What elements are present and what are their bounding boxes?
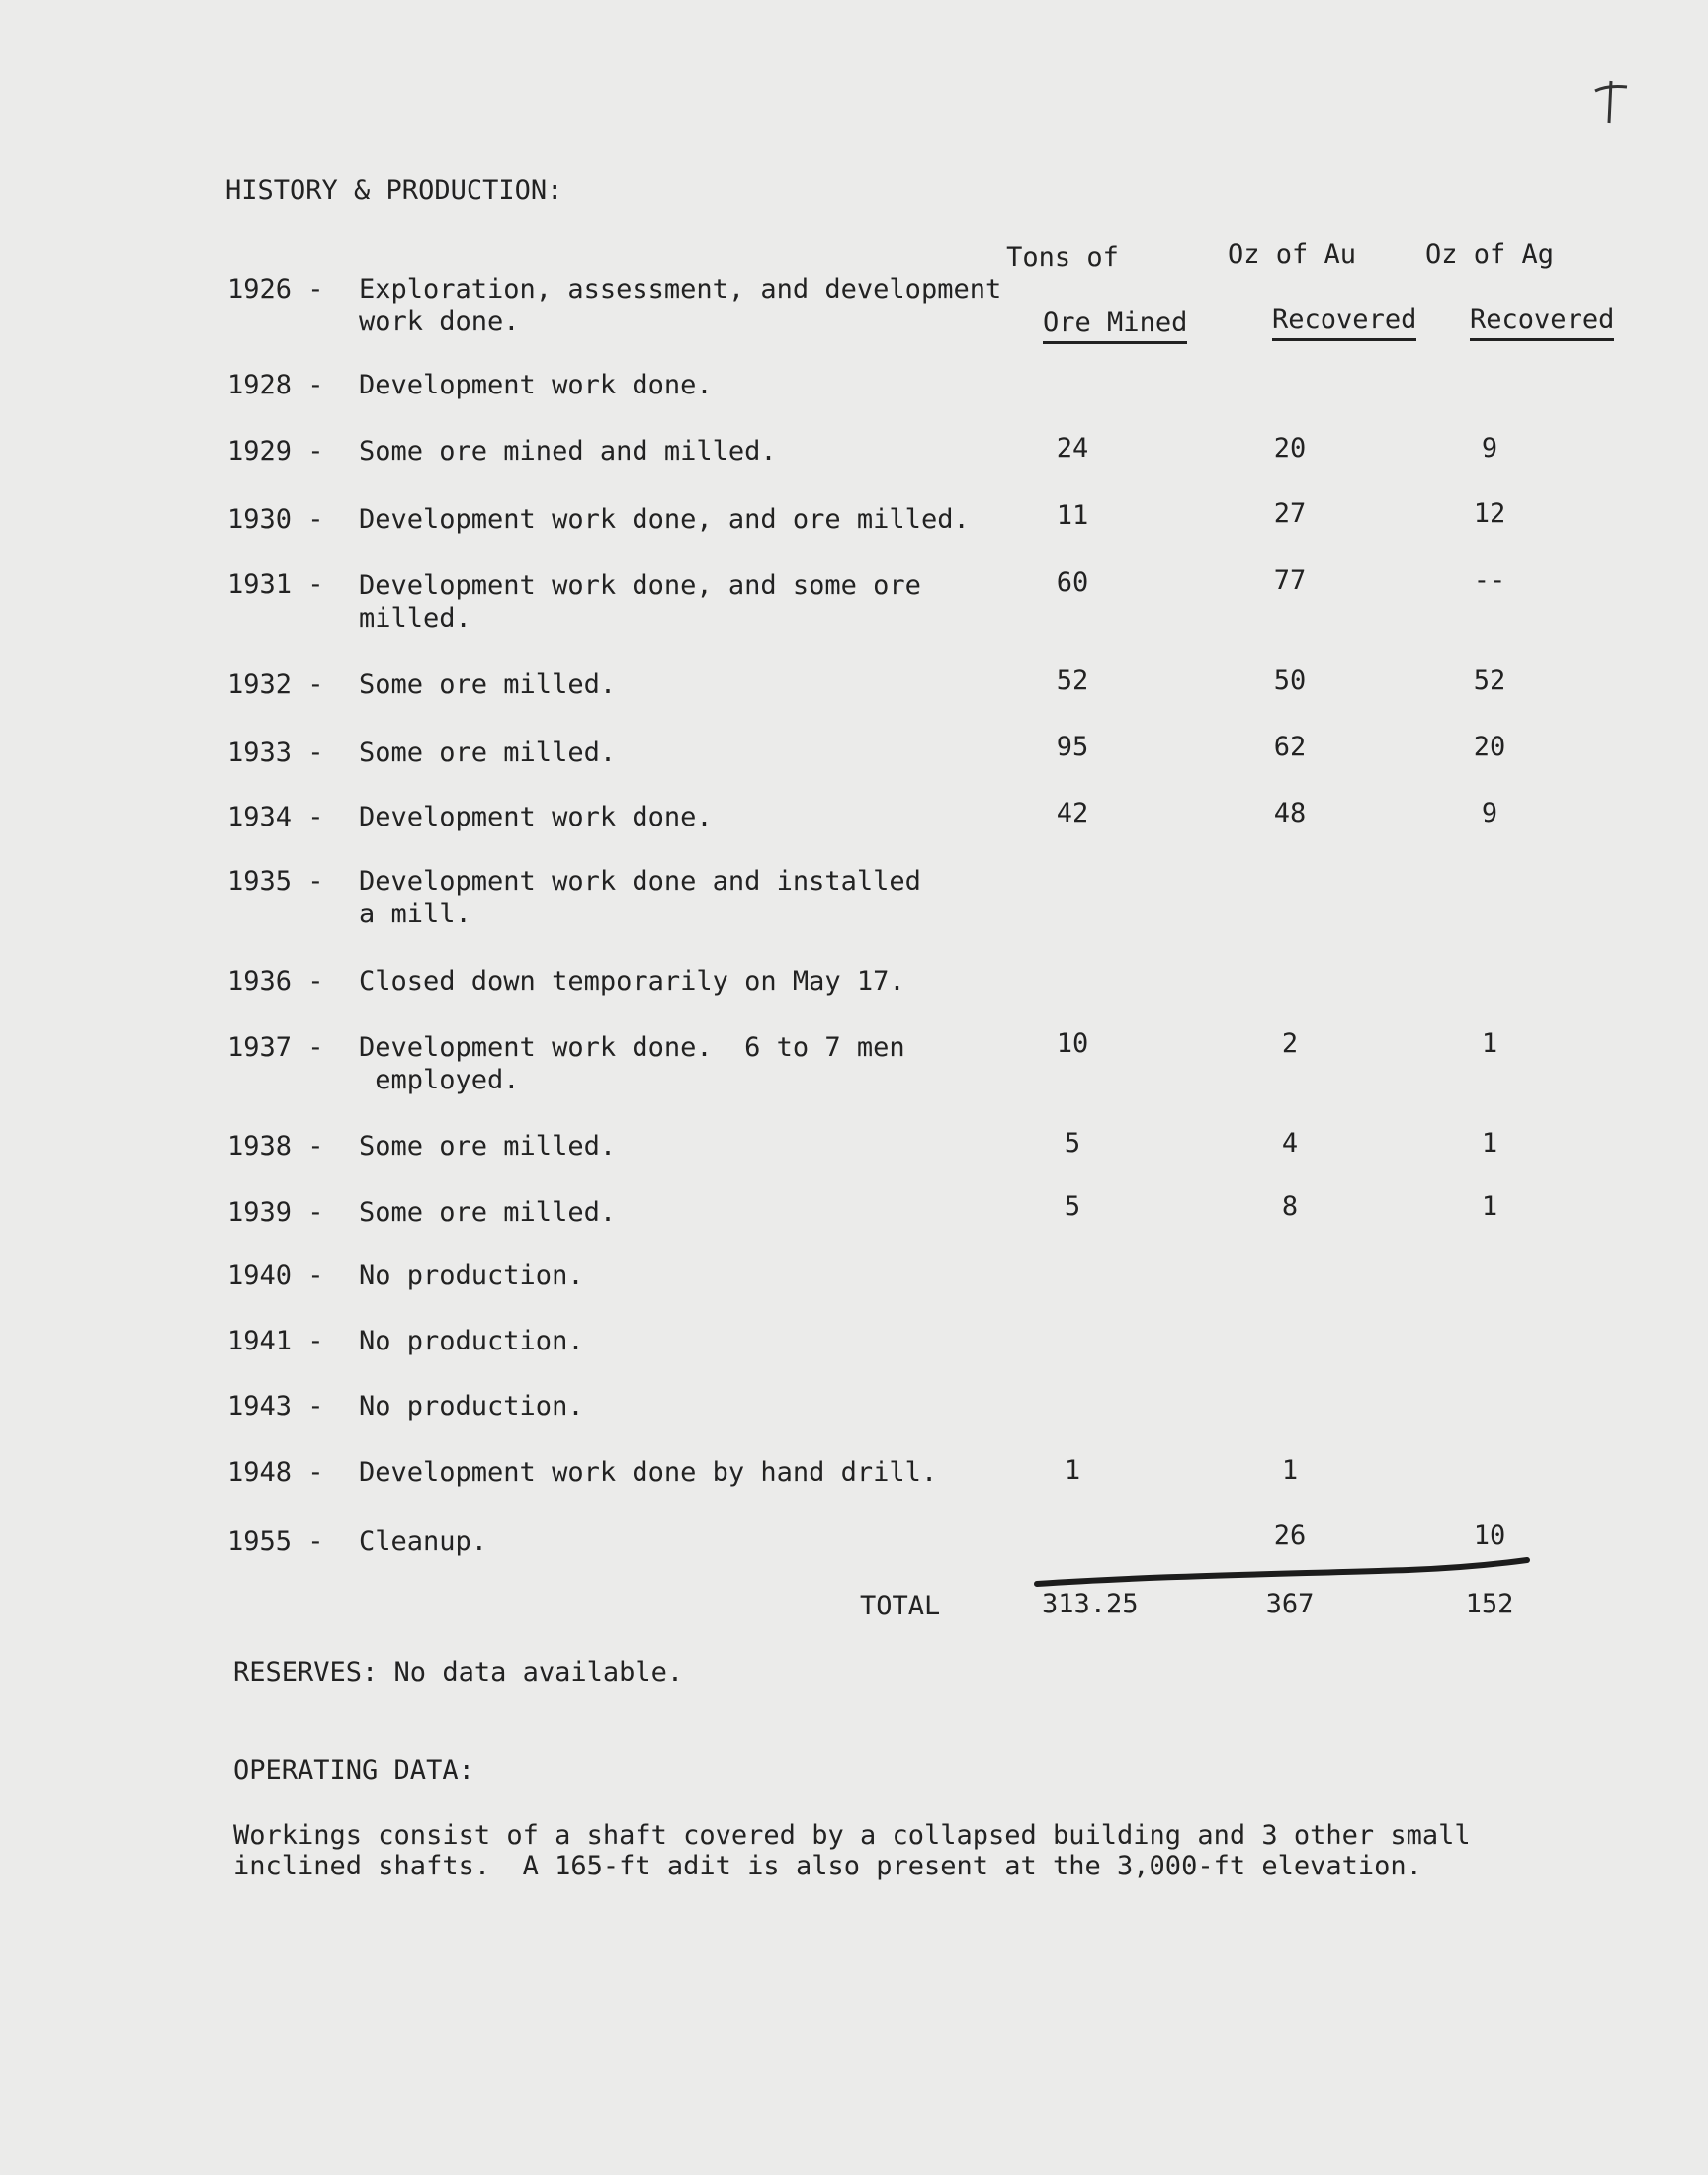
row-description-cont: milled.	[359, 603, 471, 634]
column-header-tons-line1: Tons of	[1006, 242, 1119, 273]
row-year: 1936 -	[227, 966, 324, 997]
row-au: 77	[1273, 566, 1307, 596]
row-ag: 1	[1481, 1191, 1498, 1222]
row-au: 27	[1273, 498, 1307, 529]
row-ag: 12	[1473, 498, 1506, 529]
row-tons: 60	[1056, 567, 1089, 598]
row-description: Development work done.	[359, 802, 713, 832]
row-description: Development work done.	[359, 370, 713, 400]
row-description: Some ore milled.	[359, 1131, 617, 1162]
row-au: 26	[1273, 1521, 1307, 1551]
row-au: 48	[1273, 798, 1307, 828]
row-year: 1940 -	[227, 1261, 324, 1291]
row-description: No production.	[359, 1326, 584, 1356]
row-description: Development work done and installed	[359, 866, 921, 897]
section-title: HISTORY & PRODUCTION:	[225, 175, 563, 206]
row-year: 1948 -	[227, 1457, 324, 1488]
row-au: 50	[1273, 665, 1307, 696]
row-ag: 1	[1481, 1128, 1498, 1159]
total-underline-stroke	[1033, 1552, 1532, 1592]
operating-data-title: OPERATING DATA:	[233, 1755, 474, 1785]
row-description: Exploration, assessment, and development	[359, 274, 1002, 304]
operating-data-text-line2: inclined shafts. A 165-ft adit is also present at the 3,000-ft elevation.	[233, 1851, 1422, 1881]
row-year: 1955 -	[227, 1526, 324, 1557]
row-year: 1941 -	[227, 1326, 324, 1356]
row-year: 1929 -	[227, 436, 324, 467]
column-header-au-line2: Recovered	[1272, 304, 1416, 341]
row-description: Some ore mined and milled.	[359, 436, 777, 467]
column-header-ag	[1406, 173, 1615, 374]
row-tons: 24	[1056, 433, 1089, 464]
row-tons: 1	[1064, 1455, 1081, 1486]
row-au: 20	[1273, 433, 1307, 464]
column-header-ag-line1: Oz of Ag	[1424, 239, 1555, 270]
row-description: Development work done, and ore milled.	[359, 504, 970, 535]
row-description-cont: employed.	[359, 1065, 520, 1095]
row-tons: 5	[1064, 1128, 1081, 1159]
row-year: 1937 -	[227, 1032, 324, 1063]
row-description: Some ore milled.	[359, 738, 617, 768]
row-au: 1	[1281, 1455, 1299, 1486]
row-description: No production.	[359, 1391, 584, 1422]
row-year: 1932 -	[227, 669, 324, 700]
row-year: 1939 -	[227, 1197, 324, 1228]
total-ag: 152	[1465, 1589, 1514, 1619]
row-ag: 10	[1473, 1521, 1506, 1551]
row-description: Closed down temporarily on May 17.	[359, 966, 905, 997]
row-description-cont: a mill.	[359, 899, 471, 929]
row-description: Some ore milled.	[359, 669, 617, 700]
row-description: Some ore milled.	[359, 1197, 617, 1228]
column-header-tons	[979, 176, 1188, 377]
row-description: Cleanup.	[359, 1526, 488, 1557]
total-label: TOTAL	[860, 1591, 941, 1621]
column-header-au	[1208, 173, 1417, 374]
row-ag: 9	[1481, 798, 1498, 828]
row-tons: 10	[1056, 1028, 1089, 1059]
row-au: 2	[1281, 1028, 1299, 1059]
row-au: 62	[1273, 732, 1307, 762]
row-tons: 52	[1056, 665, 1089, 696]
row-year: 1935 -	[227, 866, 324, 897]
row-ag: 9	[1481, 433, 1498, 464]
row-description: Development work done, and some ore	[359, 570, 921, 601]
row-ag: 20	[1473, 732, 1506, 762]
row-tons: 95	[1056, 732, 1089, 762]
column-header-au-line1: Oz of Au	[1227, 239, 1357, 270]
row-tons: 5	[1064, 1191, 1081, 1222]
reserves-line: RESERVES: No data available.	[233, 1657, 684, 1688]
row-au: 8	[1281, 1191, 1299, 1222]
total-au: 367	[1265, 1589, 1315, 1619]
row-year: 1933 -	[227, 738, 324, 768]
row-tons: 11	[1056, 500, 1089, 531]
handwritten-corner-mark	[1593, 77, 1629, 127]
row-year: 1926 -	[227, 274, 324, 304]
total-tons: 313.25	[1042, 1589, 1139, 1619]
row-year: 1938 -	[227, 1131, 324, 1162]
column-header-ag-line2: Recovered	[1470, 304, 1614, 341]
row-tons: 42	[1056, 798, 1089, 828]
row-au: 4	[1281, 1128, 1299, 1159]
row-ag: --	[1473, 566, 1506, 596]
row-description: Development work done. 6 to 7 men	[359, 1032, 905, 1063]
row-year: 1930 -	[227, 504, 324, 535]
operating-data-text-line1: Workings consist of a shaft covered by a collapsed building and 3 other small	[233, 1820, 1471, 1851]
column-header-tons-line2: Ore Mined	[1043, 306, 1187, 344]
row-year: 1931 -	[227, 569, 324, 600]
row-year: 1934 -	[227, 802, 324, 832]
row-description-cont: work done.	[359, 306, 520, 337]
row-description: No production.	[359, 1261, 584, 1291]
row-ag: 52	[1473, 665, 1506, 696]
row-ag: 1	[1481, 1028, 1498, 1059]
row-year: 1943 -	[227, 1391, 324, 1422]
row-year: 1928 -	[227, 370, 324, 400]
row-description: Development work done by hand drill.	[359, 1457, 938, 1488]
